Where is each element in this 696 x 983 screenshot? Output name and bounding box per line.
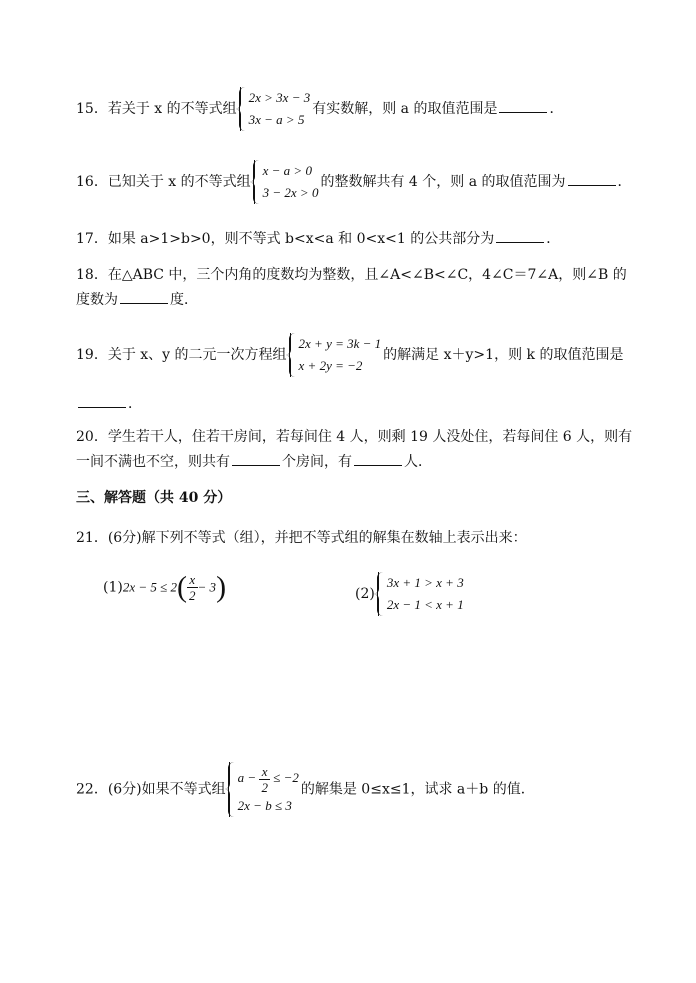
q22-eq1-fraction	[259, 764, 270, 795]
question-20-line2	[76, 452, 432, 472]
question-17	[76, 229, 560, 249]
left-paren-icon: (	[177, 570, 188, 604]
q16-end: ．	[617, 174, 632, 190]
q22-system	[228, 762, 299, 817]
section-heading: 三、解答题（共 40 分）	[76, 490, 232, 506]
q22-eq1-frac-den: 2	[261, 779, 268, 795]
q19-suffix: 的解满足 x＋y>1，则 k 的取值范围是	[383, 347, 624, 363]
q22-eq1-frac-num: x	[259, 764, 270, 780]
q22-eq2: 2x − b ≤ 3	[237, 797, 292, 813]
question-15	[76, 87, 563, 131]
q19-system	[289, 333, 382, 377]
brace-icon	[239, 87, 246, 131]
q15-eq2: 3x − a > 5	[248, 112, 305, 127]
brace-icon	[253, 160, 260, 204]
q20-answer-blank-rooms[interactable]	[232, 453, 280, 466]
q15-prefix: 15．若关于 x 的不等式组	[76, 101, 237, 117]
q21-p2-label: (2)	[355, 586, 375, 602]
q22-prefix: 22．(6分)如果不等式组	[76, 781, 226, 798]
q22-eq1-right: ≤ −2	[273, 770, 299, 785]
q18-answer-blank[interactable]	[120, 291, 168, 304]
q19-end: ．	[128, 396, 142, 412]
q21-p1-frac-den: 2	[189, 588, 196, 603]
right-paren-icon: )	[216, 570, 227, 604]
q20-line2-suffix: 人．	[404, 454, 432, 470]
q20-line2-prefix: 一间不满也不空，则共有	[76, 454, 230, 470]
q17-end: ．	[546, 231, 561, 247]
q21-p1-after: − 3	[197, 579, 217, 595]
q21-p1-frac-num: x	[187, 572, 198, 588]
q16-answer-blank[interactable]	[568, 173, 616, 186]
q17-text: 17．如果 a>1>b>0，则不等式 b<x<a 和 0<x<1 的公共部分为	[76, 231, 495, 247]
question-19-line2	[76, 394, 142, 414]
q15-system	[239, 87, 311, 131]
q21-part1	[103, 572, 226, 603]
q18-line2-suffix: 度．	[170, 292, 198, 308]
q20-answer-blank-people[interactable]	[354, 453, 402, 466]
q21-p1-left: 2x − 5 ≤ 2	[122, 579, 178, 595]
q21-p1-label: (1)	[103, 579, 123, 596]
q21-part2	[355, 572, 466, 616]
q21-p2-system	[377, 572, 464, 616]
q19-answer-blank[interactable]	[78, 395, 126, 408]
question-21	[76, 528, 527, 548]
q18-line2-prefix: 度数为	[76, 292, 118, 308]
q16-eq1: x − a > 0	[262, 163, 312, 178]
q19-eq2: x + 2y = −2	[298, 358, 363, 373]
question-18-line2	[76, 290, 198, 310]
q18-line1: 18．在△ABC 中，三个内角的度数均为整数，且∠A<∠B<∠C，4∠C＝7∠A，则∠B 的	[76, 267, 627, 283]
q16-eq2: 3 − 2x > 0	[262, 185, 319, 200]
q20-line2-mid: 个房间，有	[282, 454, 352, 470]
q22-suffix: 的解集是 0≤x≤1，试求 a＋b 的值．	[300, 781, 535, 798]
q15-suffix: 有实数解，则 a 的取值范围是	[312, 101, 498, 117]
question-18-line1	[76, 265, 627, 285]
q15-end: ．	[549, 101, 564, 117]
brace-icon	[289, 333, 296, 377]
q17-answer-blank[interactable]	[496, 230, 544, 243]
brace-icon	[228, 762, 235, 817]
q16-prefix: 16．已知关于 x 的不等式组	[76, 174, 251, 190]
q15-eq1: 2x > 3x − 3	[248, 90, 311, 105]
question-20-line1	[76, 427, 632, 447]
question-22	[76, 762, 535, 817]
q21-text: 21．(6分)解下列不等式（组），并把不等式组的解集在数轴上表示出来：	[76, 530, 527, 546]
q21-p2-eq1: 3x + 1 > x + 3	[386, 575, 464, 590]
q20-line1: 20．学生若干人，住若干房间，若每间住 4 人，则剩 19 人没处住，若每间住 6 人，则有	[76, 429, 633, 445]
q16-system	[253, 160, 319, 204]
brace-icon	[377, 572, 384, 616]
q15-answer-blank[interactable]	[499, 100, 547, 113]
q21-p2-eq2: 2x − 1 < x + 1	[386, 597, 464, 612]
q16-suffix: 的整数解共有 4 个，则 a 的取值范围为	[320, 174, 566, 190]
q19-eq1: 2x + y = 3k − 1	[298, 336, 382, 351]
q22-eq1-left: a −	[237, 770, 257, 785]
question-16	[76, 160, 632, 204]
question-19	[76, 333, 623, 377]
q19-prefix: 19．关于 x、y 的二元一次方程组	[76, 347, 287, 363]
q21-p1-fraction	[187, 572, 198, 603]
q22-eq1	[238, 762, 299, 795]
